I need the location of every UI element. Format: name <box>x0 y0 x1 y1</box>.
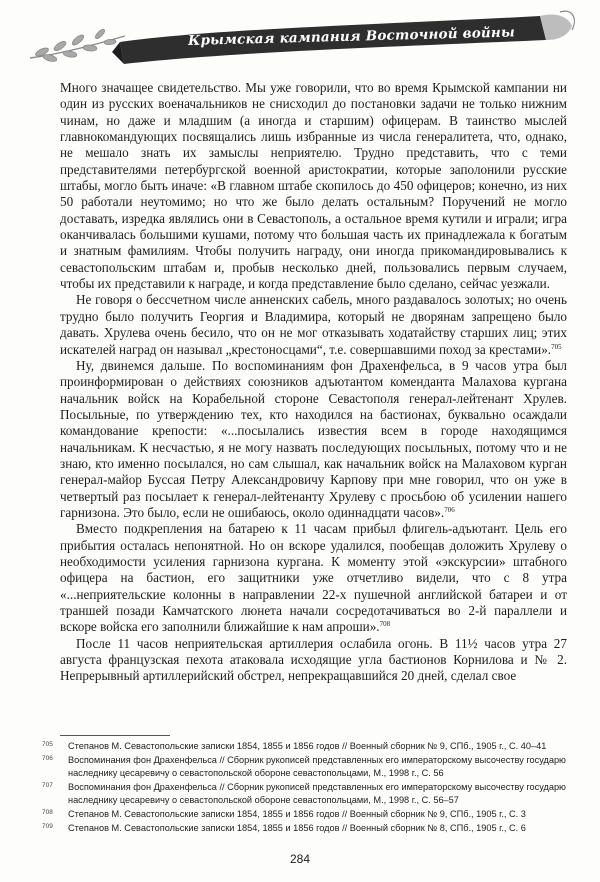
footnote-number: 707 <box>42 781 53 789</box>
footnote-number: 709 <box>42 822 53 830</box>
laurel-branch-icon <box>30 28 125 63</box>
footnote-709 <box>42 822 572 836</box>
footnote-text: Воспоминания фон Драхенфельса // Сборник рукописей представленных его императорскому высочеству государю наследнику цесаревичу о севастопольской обороне севастопольцами, М., 1998 г., С. 56 <box>68 754 566 779</box>
footnote-ref-708[interactable]: 708 <box>379 620 391 629</box>
footnote-ref-705[interactable]: 705 <box>551 342 562 351</box>
footnote-text: Степанов М. Севастопольские записки 1854, 1855 и 1856 годов // Военный сборник № 9, СПб., 1905 г., С. 40–41 <box>68 741 547 751</box>
paragraph-3: Ну, двинемся дальше. По воспоминаниям фон Драхенфельса, в 9 часов утра был проинформирован о действиях союзников адъютантом коменданта Малахова кургана начальник войск на Корабельной стороне Севастополя генерал-лейтенант Хрулев. Посыльные, по утверждению тех, кто находился на бастионах, буквально осаждали командование крепости: «...посылались известия всем в городе находящимся начальникам. К несчастью, я не могу назвать последующих посыльных, потому что и не знаю, кто именно посылался, но сам слышал, как начальник войск на Малаховом курган генерал-майор Буссая Петру Александровичу Карпову при мне говорил, что он уже в четвертый раз посылает к генерал-лейтенанту Хрулеву с просьбою об усилении нашего гарнизона. Это было, если не ошибаюсь, около одиннадцати часов».$^{706}$ <box>60 357 567 520</box>
paragraph-5: После 11 часов неприятельская артиллерия ослабила огонь. В 11½ часов утра 27 августа французская пехота атаковала исходящие угла бастионов Корнилова и № 2. Непрерывный артиллерийский обстрел, непрекращавшийся 20 дней, сделал свое <box>60 635 567 684</box>
footnote-ref-706[interactable]: 706 <box>444 505 455 514</box>
footnote-number: 705 <box>42 741 53 748</box>
chapter-banner <box>20 6 580 68</box>
footnote-707 <box>42 781 572 808</box>
page-number: 284 <box>289 852 311 866</box>
footnote-705 <box>42 740 572 754</box>
footnote-706 <box>42 754 572 781</box>
footnote-text: Степанов М. Севастопольские записки 1854, 1855 и 1856 годов // Военный сборник № 8, СПб., 1905 г., С. 6 <box>68 822 526 833</box>
paragraph-4: Вместо подкрепления на батарею к 11 часам прибыл флигель-адъютант. Цель его прибытия осталась непонятной. Но он вскоре удалился, пообещав доложить Хрулеву о необходимости усиления гарнизона кургана. К моменту этой «экскурсии» штабного офицера на бастион, его защитники уже отчетливо видели, что с 8 утра «...неприятельские колонны в направлении 22-х пушечной английской батареи и от траншей позади Камчатского люнета начали сосредотачиваться во 2-й параллели и вскоре войска его заполнили ближайшие к нам апроши».$^{708}$ <box>60 521 567 635</box>
paragraph-2: Не говоря о бессчетном числе анненских сабель, много раздавалось золотых; но очень трудно было получить Георгия и Владимира, который не дворянам запрещено было давать. Хрулева очень бесило, что он не мог отказывать ходатайству старших лиц; этих искателей наград он называл „крестоносцами“, т.е. совершавшими поход за крестами».$^{705}$ <box>60 292 567 357</box>
footnote-708 <box>42 808 572 822</box>
main-text <box>60 80 567 685</box>
footnote-number: 708 <box>42 808 53 816</box>
paragraph-1: Много значащее свидетельство. Мы уже говорили, что во время Крымской кампании ни один из русских военачальников не снисходил до постановки задачи не только нижним чинам, но даже и младшим (а иногда и старшим) офицерам. В таинство мыслей главнокомандующих посвящались лишь избранные из числа генералитета, что, однако, не мешало знать их замыслы неприятелю. Трудно представить, что с теми представителями петербургской военной аристократии, которые заполонили русские штабы, могло быть иначе: «В главном штабе скопилось до 450 офицеров; конечно, из них 50 работали неутомимо; но что же было делать остальным? Поручений не могло доставать, изредка являлись они в Севастополь, а остальное время кутили и играли; игра оканчивалась большими кушами, потому что большая часть их принадлежала к богатым и знатным фамилиям. Чтобы получить награду, они иногда прикомандировывались к севастопольским штабам и, пробыв несколько дней, пользовались первым случаем, чтобы их представили к награде, и когда представление было сделано, сейчас уезжали. <box>60 80 567 292</box>
footnotes <box>42 740 572 835</box>
chapter-title: Крымская кампания Восточной войны <box>187 24 516 49</box>
footnote-number: 706 <box>42 754 53 762</box>
footnote-text: Воспоминания фон Драхенфельса // Сборник рукописей представленных его императорскому высочеству государю наследнику цесаревичу о севастопольской обороне севастопольцами, М., 1998 г., С. 56–57 <box>68 781 566 806</box>
footnote-text: Степанов М. Севастопольские записки 1854, 1855 и 1856 годов // Военный сборник № 9, СПб., 1905 г., С. 3 <box>68 808 526 819</box>
footnote-divider <box>60 735 170 736</box>
